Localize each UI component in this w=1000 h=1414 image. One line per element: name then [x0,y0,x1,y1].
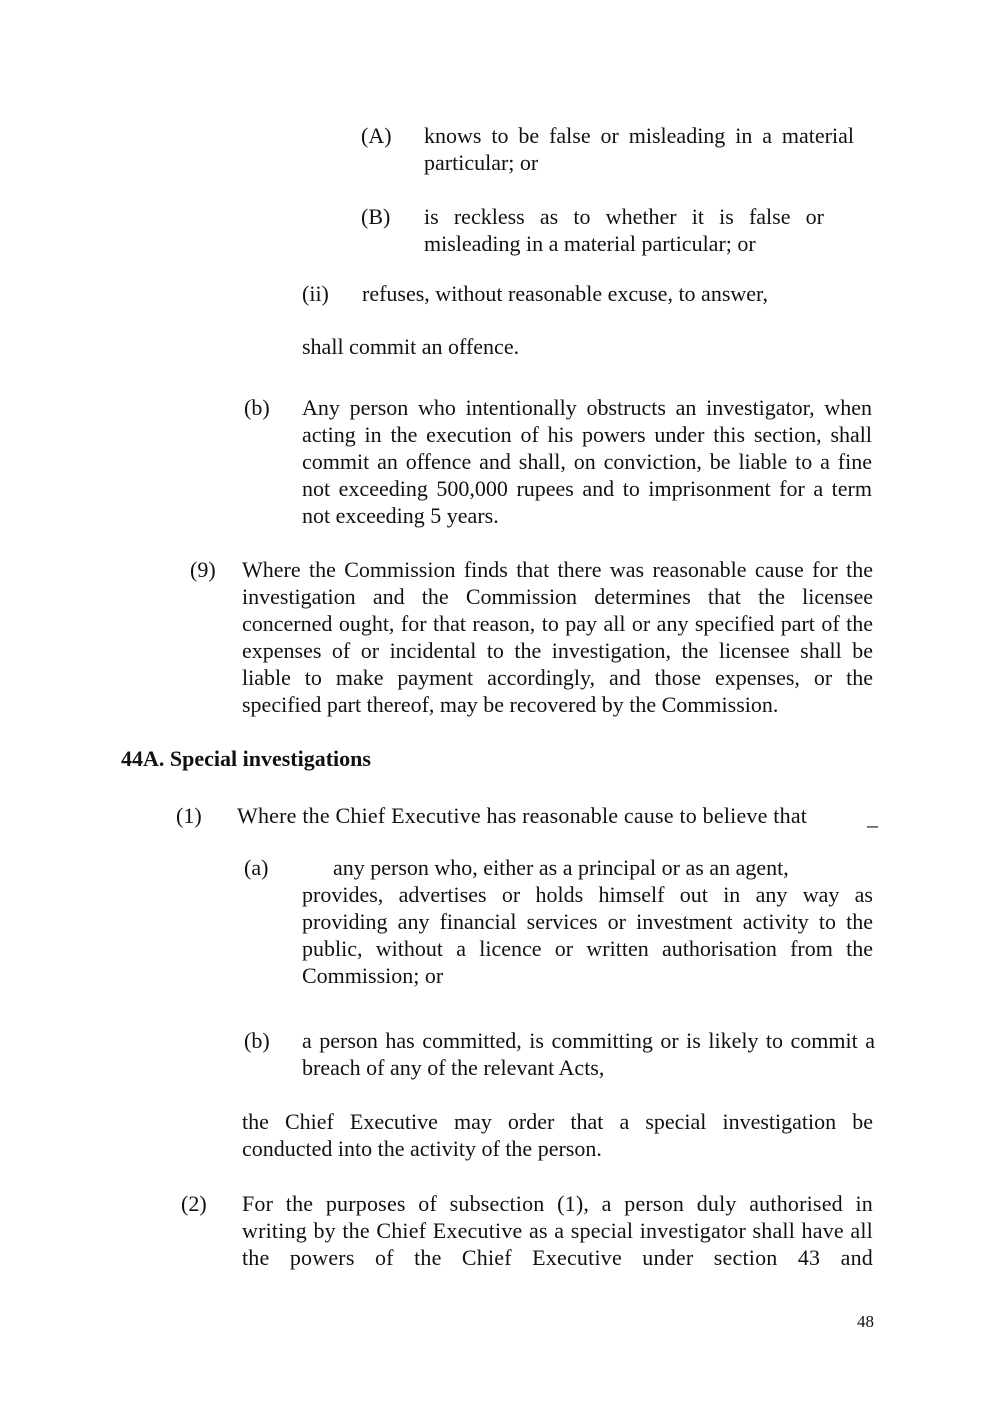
para-label-b: (b) [244,395,270,420]
clause-label-B: (B) [361,204,391,229]
subsection-text-1: Where the Chief Executive has reasonable cause to believe that [237,803,808,828]
subsection-text-2: For the purposes of subsection (1), a person duly authorised in writing by the Chief Executive as a special investigator shall have all the powers of the Chief Executive under section 43 and [242,1191,873,1270]
special-investigation-conclusion: the Chief Executive may order that a special investigation be conducted into the activity of the person. [242,1109,873,1161]
para-text-b-44A: a person has committed, is committing or is likely to commit a breach of any of the relevant Acts, [302,1028,875,1080]
section-heading-44A: 44A. Special investigations [121,746,371,771]
subsection-text-9: Where the Commission finds that there was reasonable cause for the investigation and the Commission determines that the licensee concerned ought, for that reason, to pay all or any specified part of the expenses of or incidental to the investigation, the licensee shall be liable to make payment accordingly, and those expenses, or the specified part thereof, may be recovered by the Commission. [242,557,873,717]
para-label-a: (a) [244,855,269,880]
em-dash: – [867,812,878,837]
para-text-a: provides, advertises or holds himself out in any way as providing any financial services or investment activity to the public, without a licence or written authorisation from the Commission; or [302,882,873,988]
page-number: 48 [857,1312,874,1331]
para-text-b: Any person who intentionally obstructs an investigator, when acting in the execution of his powers under this section, shall commit an offence and shall, on conviction, be liable to a fine not exceeding 500,000 rupees and to imprisonment for a term not exceeding 5 years. [302,395,872,528]
clause-text-A: knows to be false or misleading in a material particular; or [424,123,854,175]
clause-label-ii: (ii) [302,281,329,306]
subsection-label-9: (9) [190,557,216,582]
subsection-label-2: (2) [181,1191,207,1216]
para-label-b-44A: (b) [244,1028,270,1053]
clause-text-ii: refuses, without reasonable excuse, to answer, [362,281,768,306]
clause-text-B: is reckless as to whether it is false or misleading in a material particular; or [424,204,824,256]
clause-label-A: (A) [361,123,392,148]
subsection-label-1: (1) [176,803,202,828]
para-text-a-line1: any person who, either as a principal or as an agent, [333,855,789,880]
offence-conclusion: shall commit an offence. [302,334,520,359]
